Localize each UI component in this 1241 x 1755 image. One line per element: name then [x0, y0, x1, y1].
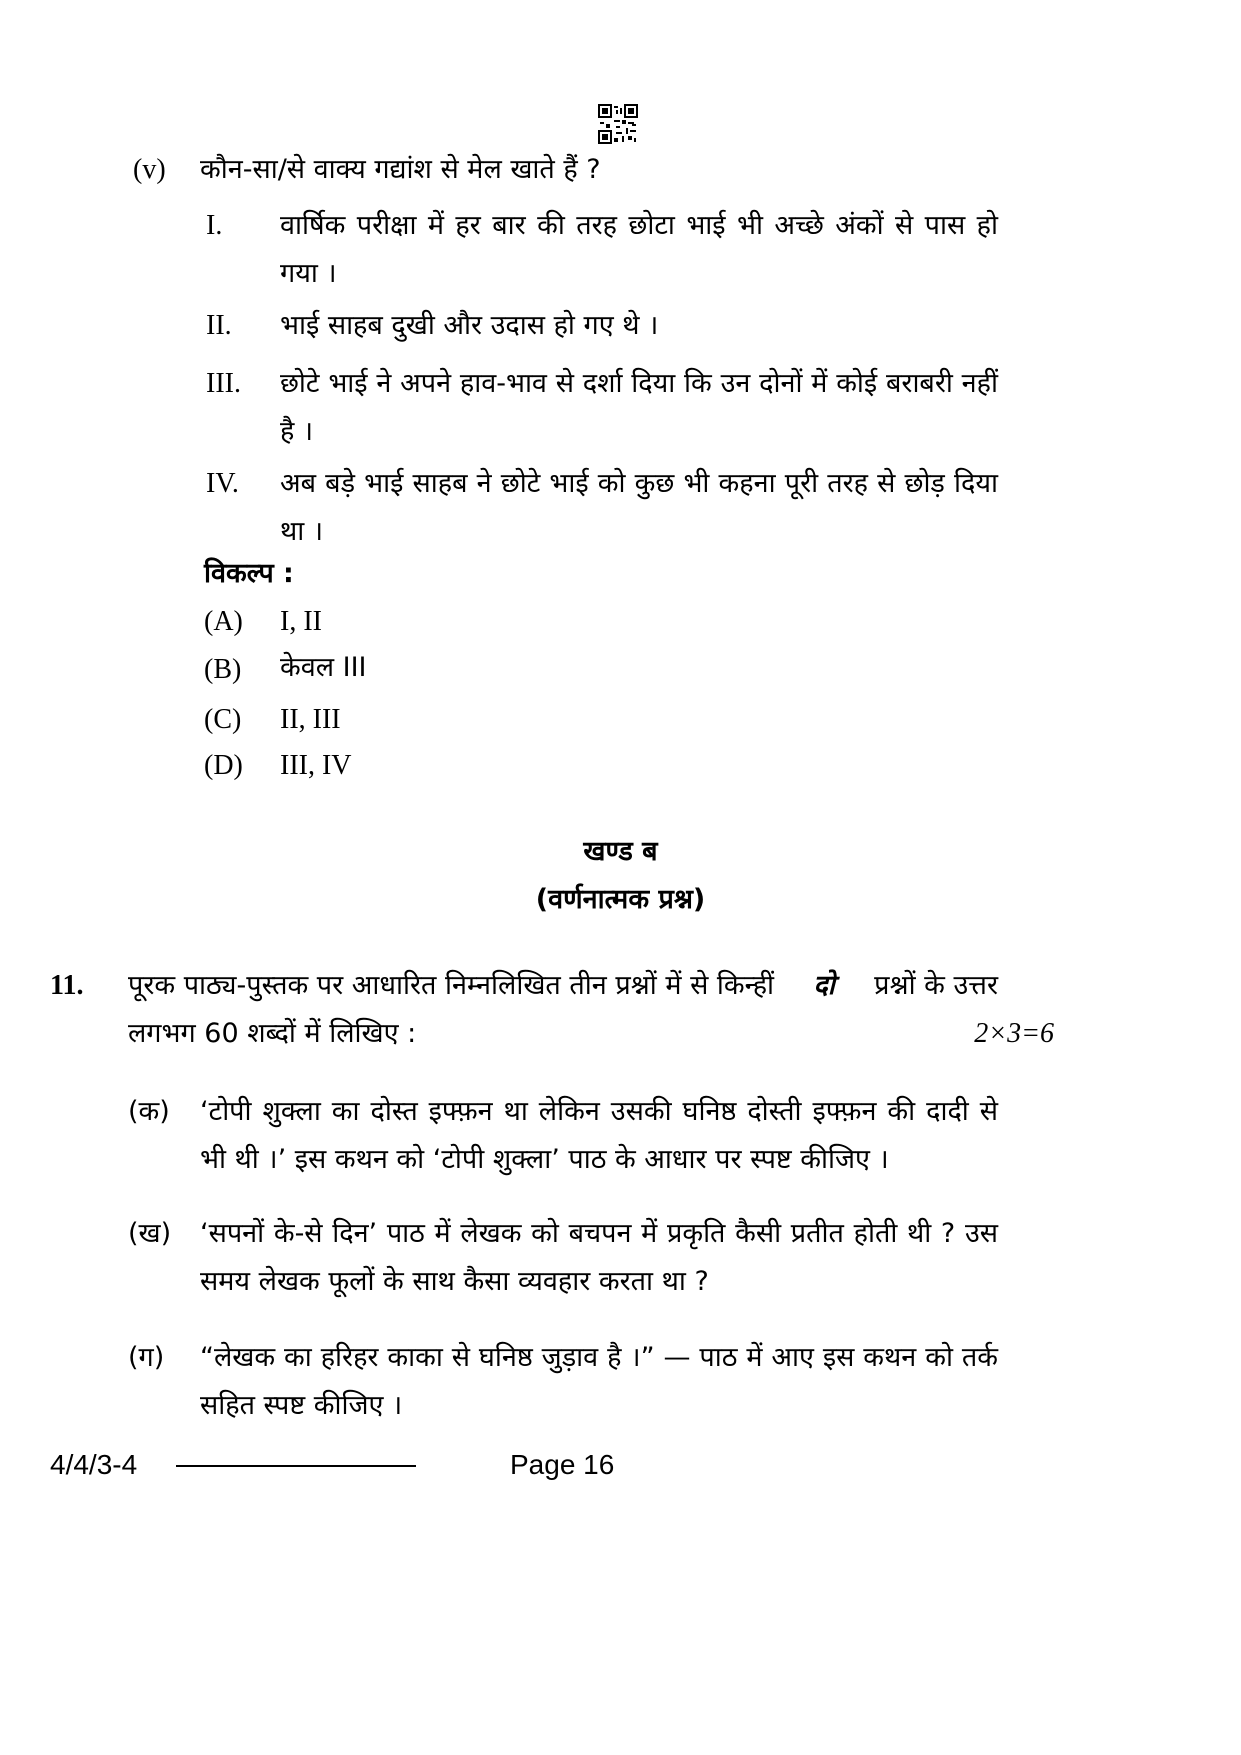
- option-label: (A): [204, 606, 243, 637]
- option-label: (D): [204, 750, 243, 781]
- question-stem-end: प्रश्नों के उत्तर: [874, 970, 998, 1001]
- part-text: ‘टोपी शुक्ला का दोस्त इफ्फ़न था लेकिन उसकी घनिष्ठ दोस्ती इफ्फ़न की दादी से भी थी ।’ इस कथन को ‘टोपी शुक्ला’ पाठ के आधार पर स्पष्ट कीजिए ।: [200, 1096, 998, 1175]
- question-label: (v): [133, 154, 166, 185]
- page-number: Page 16: [510, 1449, 615, 1480]
- options-heading: विकल्प :: [204, 558, 294, 589]
- marks: 2×3=6: [974, 1018, 1054, 1049]
- option-label: (B): [204, 654, 242, 685]
- option-text: I, II: [280, 606, 322, 637]
- emphasis-text: दो: [813, 970, 835, 1001]
- question-stem: कौन-सा/से वाक्य गद्यांश से मेल खाते हैं ?: [200, 154, 601, 185]
- question-stem-line2: लगभग 60 शब्दों में लिखिए :: [128, 1018, 417, 1049]
- question-number: 11.: [50, 970, 84, 1001]
- statement-number: I.: [206, 210, 223, 241]
- question-stem: [128, 962, 998, 1010]
- option-text: III, IV: [280, 750, 352, 781]
- statement-text: वार्षिक परीक्षा में हर बार की तरह छोटा भाई भी अच्छे अंकों से पास हो गया ।: [280, 210, 998, 289]
- part-label: (क): [128, 1096, 170, 1127]
- part-text: ‘सपनों के-से दिन’ पाठ में लेखक को बचपन में प्रकृति कैसी प्रतीत होती थी ? उस समय लेखक फूलों के साथ कैसा व्यवहार करता था ?: [200, 1218, 998, 1297]
- option-text: II, III: [280, 704, 341, 735]
- statement-number: IV.: [206, 468, 239, 499]
- section-title: खण्ड ब: [583, 836, 658, 867]
- paper-code: 4/4/3-4: [50, 1449, 138, 1480]
- statement-text: अब बड़े भाई साहब ने छोटे भाई को कुछ भी कहना पूरी तरह से छोड़ दिया था ।: [280, 468, 998, 547]
- question-stem-start: पूरक पाठ्य-पुस्तक पर आधारित निम्नलिखित तीन प्रश्नों में से किन्हीं: [128, 970, 775, 1001]
- statement-text: छोटे भाई ने अपने हाव-भाव से दर्शा दिया कि उन दोनों में कोई बराबरी नहीं है ।: [280, 368, 998, 447]
- qr-code: [598, 104, 638, 144]
- statement-number: II.: [206, 310, 232, 341]
- part-label: (ग): [128, 1342, 165, 1373]
- option-label: (C): [204, 704, 242, 735]
- part-text: “लेखक का हरिहर काका से घनिष्ठ जुड़ाव है ।” — पाठ में आए इस कथन को तर्क सहित स्पष्ट कीजिए ।: [200, 1342, 998, 1421]
- part-label: (ख): [128, 1218, 172, 1249]
- section-subtitle: (वर्णनात्मक प्रश्न): [535, 884, 706, 915]
- statement-number: III.: [206, 368, 241, 399]
- statement-text: भाई साहब दुखी और उदास हो गए थे ।: [280, 310, 659, 341]
- footer-rule: [176, 1465, 416, 1467]
- option-text: केवल III: [280, 652, 367, 683]
